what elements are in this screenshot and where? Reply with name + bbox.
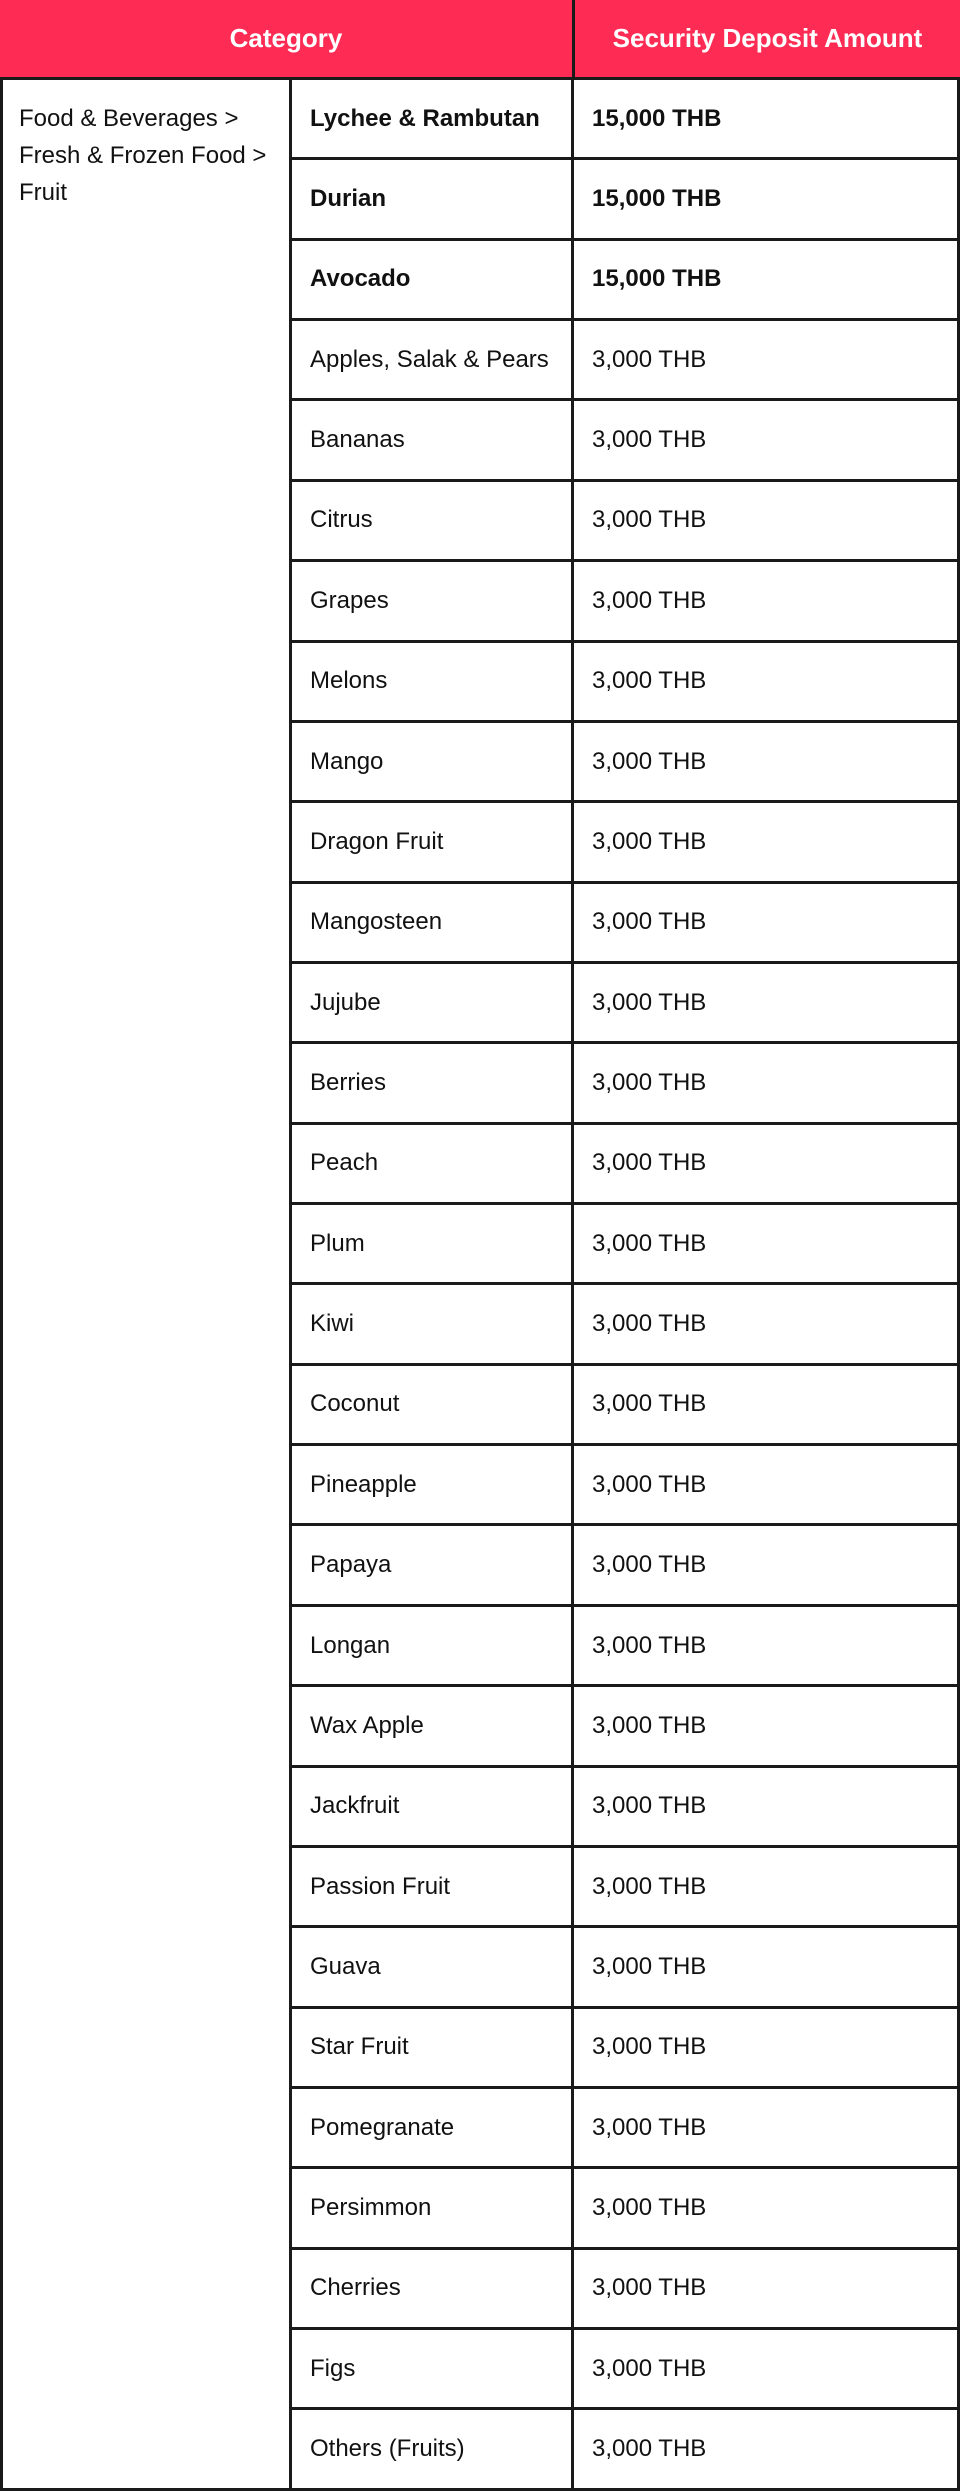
deposit-amount-cell: 3,000 THB (592, 988, 707, 1016)
table-row (292, 2169, 957, 2249)
table-row (292, 2009, 957, 2089)
deposit-amount-cell: 15,000 THB (592, 104, 722, 132)
deposit-amount-cell: 3,000 THB (592, 1952, 707, 1980)
fruit-name-cell: Bananas (292, 401, 574, 478)
deposit-amount-cell: 3,000 THB (592, 1551, 707, 1579)
deposit-amount-cell: 3,000 THB (592, 1068, 707, 1096)
fruit-name-cell: Citrus (292, 482, 574, 559)
deposit-amount-cell: 3,000 THB (592, 506, 707, 534)
table-row (292, 723, 957, 803)
deposit-amount-cell: 3,000 THB (592, 747, 707, 775)
fruit-name-cell: Avocado (292, 241, 574, 318)
table-row (292, 1366, 957, 1446)
fruit-name-cell: Grapes (292, 562, 574, 639)
fruit-name-cell: Lychee & Rambutan (292, 80, 574, 157)
deposit-amount-cell: 3,000 THB (592, 908, 707, 936)
table-row (292, 884, 957, 964)
deposit-amount-cell: 3,000 THB (592, 1872, 707, 1900)
table-header (0, 0, 960, 80)
fruit-name-cell: Mangosteen (292, 884, 574, 961)
fruit-name-cell: Plum (292, 1205, 574, 1282)
deposit-amount-cell: 3,000 THB (592, 1470, 707, 1498)
deposit-amount-cell: 3,000 THB (592, 667, 707, 695)
fruit-name-cell: Coconut (292, 1366, 574, 1443)
deposit-amount-cell: 3,000 THB (592, 426, 707, 454)
deposit-amount-cell: 3,000 THB (592, 1631, 707, 1659)
deposit-amount-cell: 3,000 THB (592, 2194, 707, 2222)
table-row (292, 2250, 957, 2330)
table-row (292, 401, 957, 481)
table-row (292, 482, 957, 562)
table-row (292, 1687, 957, 1767)
table-row (292, 80, 957, 160)
deposit-amount-cell: 3,000 THB (592, 1229, 707, 1257)
fruit-name-cell: Mango (292, 723, 574, 800)
header-category: Category (0, 0, 575, 77)
table-row (292, 1607, 957, 1687)
fruit-name-cell: Persimmon (292, 2169, 574, 2246)
fruit-name-cell: Peach (292, 1125, 574, 1202)
header-deposit-amount: Security Deposit Amount (612, 23, 923, 53)
table-row (292, 1044, 957, 1124)
deposit-amount-cell: 3,000 THB (592, 2354, 707, 2382)
table-body (0, 80, 960, 2491)
table-row (292, 1446, 957, 1526)
table-row (292, 2410, 957, 2487)
table-row (292, 241, 957, 321)
table-row (292, 1125, 957, 1205)
fruit-name-cell: Others (Fruits) (292, 2410, 574, 2487)
deposit-amount-cell: 3,000 THB (592, 1149, 707, 1177)
deposit-amount-cell: 15,000 THB (592, 265, 722, 293)
deposit-amount-cell: 3,000 THB (592, 2274, 707, 2302)
fruit-name-cell: Berries (292, 1044, 574, 1121)
table-row (292, 562, 957, 642)
deposit-amount-cell: 3,000 THB (592, 2435, 707, 2463)
fruit-name-cell: Figs (292, 2330, 574, 2407)
deposit-amount-cell: 3,000 THB (592, 1390, 707, 1418)
fruit-name-cell: Passion Fruit (292, 1848, 574, 1925)
deposit-amount-cell: 3,000 THB (592, 1310, 707, 1338)
table-row (292, 1526, 957, 1606)
fruit-name-cell: Cherries (292, 2250, 574, 2327)
fruit-name-cell: Pineapple (292, 1446, 574, 1523)
category-path: Food & Beverages > Fresh & Frozen Food > Fruit (3, 80, 292, 2488)
fruit-name-cell: Apples, Salak & Pears (292, 321, 574, 398)
fruit-name-cell: Jackfruit (292, 1768, 574, 1845)
table-row (292, 2089, 957, 2169)
table-row (292, 1768, 957, 1848)
deposit-amount-cell: 3,000 THB (592, 2033, 707, 2061)
deposit-amount-cell: 3,000 THB (592, 2113, 707, 2141)
fruit-name-cell: Kiwi (292, 1285, 574, 1362)
fruit-name-cell: Papaya (292, 1526, 574, 1603)
fruit-name-cell: Jujube (292, 964, 574, 1041)
table-row (292, 803, 957, 883)
table-row (292, 1848, 957, 1928)
fruit-name-cell: Dragon Fruit (292, 803, 574, 880)
table-row (292, 321, 957, 401)
deposit-amount-cell: 3,000 THB (592, 345, 707, 373)
deposit-amount-cell: 3,000 THB (592, 586, 707, 614)
fruit-name-cell: Guava (292, 1928, 574, 2005)
table-row (292, 1285, 957, 1365)
fruit-name-cell: Melons (292, 643, 574, 720)
table-row (292, 643, 957, 723)
table-row (292, 2330, 957, 2410)
deposit-amount-cell: 3,000 THB (592, 1792, 707, 1820)
fruit-name-cell: Longan (292, 1607, 574, 1684)
table-row (292, 964, 957, 1044)
fruit-name-cell: Pomegranate (292, 2089, 574, 2166)
fruit-name-cell: Wax Apple (292, 1687, 574, 1764)
table-row (292, 1928, 957, 2008)
deposit-amount-cell: 15,000 THB (592, 185, 722, 213)
fruit-name-cell: Durian (292, 160, 574, 237)
deposit-amount-cell: 3,000 THB (592, 1711, 707, 1739)
deposit-amount-cell: 3,000 THB (592, 827, 707, 855)
fruit-name-cell: Star Fruit (292, 2009, 574, 2086)
table-rows (292, 80, 957, 2488)
table-row (292, 160, 957, 240)
table-row (292, 1205, 957, 1285)
